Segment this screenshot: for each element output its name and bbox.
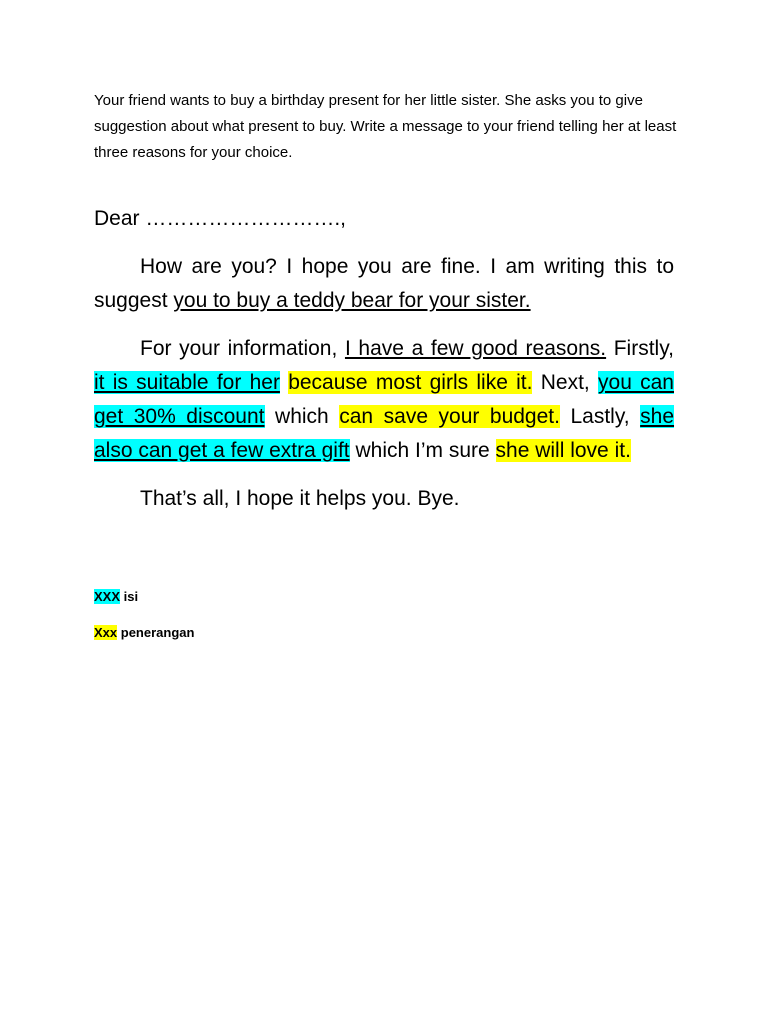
letter-body <box>94 202 674 516</box>
legend-isi-swatch: XXX <box>94 589 121 604</box>
reason-3-isi-highlight: she also can get a few extra gift <box>94 405 675 462</box>
para2-text-firstly: Firstly, <box>606 337 674 360</box>
legend-isi <box>94 588 194 606</box>
legend-isi-label: isi <box>120 589 139 604</box>
letter-salutation: Dear ………………………., <box>94 207 347 230</box>
para2-space <box>280 371 288 394</box>
letter-closing: That’s all, I hope it helps you. Bye. <box>140 487 460 510</box>
highlight-legend <box>94 588 194 660</box>
reason-1-penerangan-highlight: because most girls like it. <box>288 371 533 394</box>
reason-2-penerangan-highlight: can save your budget. <box>339 405 560 428</box>
para2-text-next: Next, <box>532 371 599 394</box>
legend-penerangan-label: penerangan <box>117 625 195 640</box>
reason-3-penerangan-highlight: she will love it. <box>495 439 631 462</box>
para1-text: How are you? I hope you are fine. I am writing this to suggest <box>94 255 674 312</box>
topic-sentence-underlined: I have a few good reasons. <box>344 337 607 360</box>
letter-paragraph-2 <box>94 332 674 468</box>
legend-penerangan-swatch: Xxx <box>94 625 118 640</box>
para2-text-which-sure: which I’m sure <box>349 439 496 462</box>
reason-2-isi-highlight: you can get 30% discount <box>94 371 674 428</box>
reason-1-isi-highlight: it is suitable for her <box>94 371 280 394</box>
legend-penerangan <box>94 624 194 642</box>
task-instruction: Your friend wants to buy a birthday present for her little sister. She asks you to give suggestion about what present to buy. Write a message to your friend telling her at least three reasons for your choice. <box>94 92 677 161</box>
para2-text-lastly: Lastly, <box>559 405 641 428</box>
main-suggestion-underlined: you to buy a teddy bear for your sister. <box>173 289 531 312</box>
para2-text-which: which <box>264 405 340 428</box>
letter-paragraph-1 <box>94 250 674 318</box>
para2-text-1: For your information, <box>140 337 345 360</box>
